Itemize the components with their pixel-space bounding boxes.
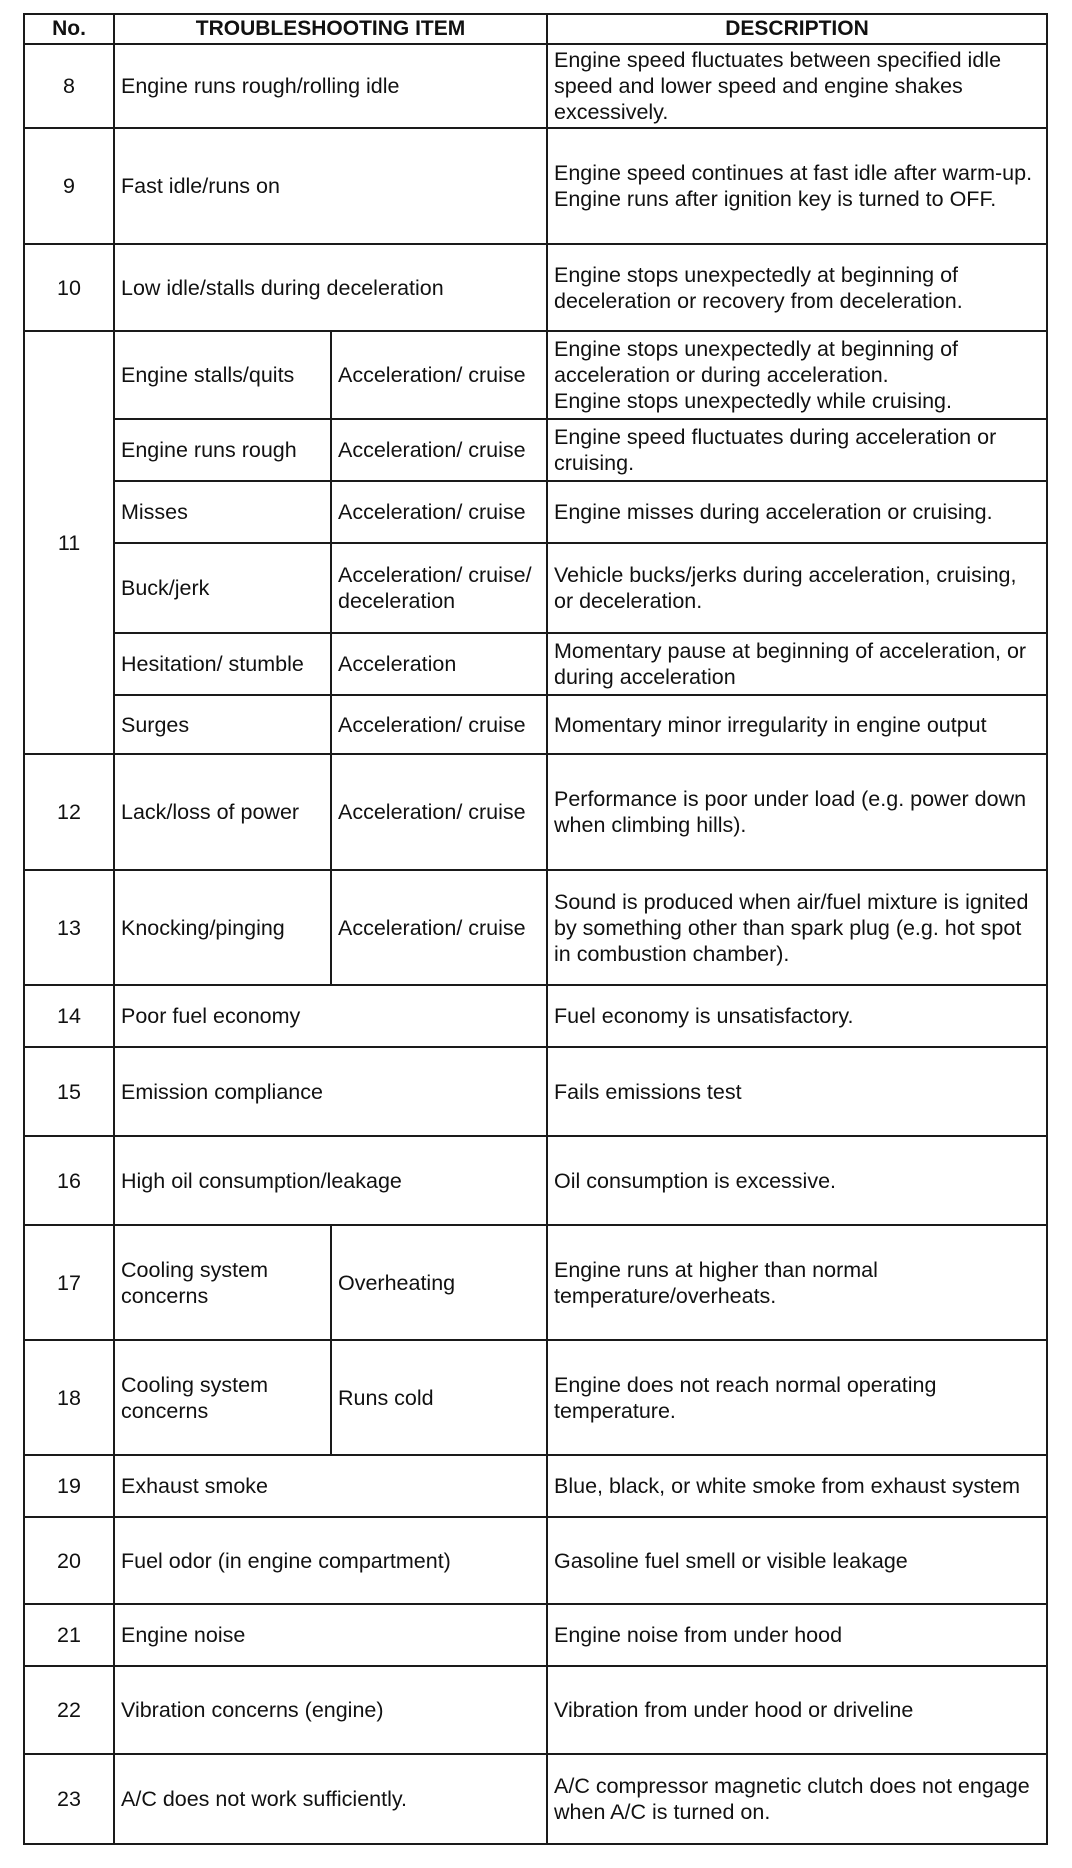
row-number: 10	[24, 244, 114, 331]
row-number: 12	[24, 754, 114, 870]
description: Oil consumption is excessive.	[547, 1136, 1047, 1225]
troubleshooting-item: Emission compliance	[114, 1047, 547, 1136]
description: Fuel economy is unsatisfactory.	[547, 985, 1047, 1047]
troubleshooting-item: Lack/loss of power	[114, 754, 331, 870]
row-number: 8	[24, 44, 114, 128]
table-row	[24, 128, 1047, 244]
troubleshooting-item: Fast idle/runs on	[114, 128, 547, 244]
table-row	[24, 754, 1047, 870]
table-row	[24, 1754, 1047, 1844]
troubleshooting-table	[23, 13, 1048, 1845]
table-row	[24, 1340, 1047, 1455]
description: Engine speed fluctuates between specified idle speed and lower speed and engine shakes excessively.	[547, 44, 1047, 128]
troubleshooting-item: Low idle/stalls during deceleration	[114, 244, 547, 331]
table-header-row	[24, 14, 1047, 44]
condition: Acceleration/ cruise	[331, 754, 547, 870]
troubleshooting-item: Engine stalls/quits	[114, 331, 331, 419]
description: Vehicle bucks/jerks during acceleration, cruising, or deceleration.	[547, 543, 1047, 633]
condition: Acceleration/ cruise	[331, 870, 547, 985]
troubleshooting-item: Cooling system concerns	[114, 1225, 331, 1340]
condition: Acceleration	[331, 633, 547, 695]
row-number: 13	[24, 870, 114, 985]
condition: Acceleration/ cruise	[331, 419, 547, 481]
row-number: 9	[24, 128, 114, 244]
condition: Acceleration/ cruise/ deceleration	[331, 543, 547, 633]
description: Momentary pause at beginning of acceleration, or during acceleration	[547, 633, 1047, 695]
row-number: 20	[24, 1517, 114, 1604]
description: Engine speed fluctuates during acceleration or cruising.	[547, 419, 1047, 481]
row-number: 11	[24, 331, 114, 754]
row-number: 21	[24, 1604, 114, 1666]
table-row	[24, 44, 1047, 128]
condition: Acceleration/ cruise	[331, 481, 547, 543]
description: Engine noise from under hood	[547, 1604, 1047, 1666]
condition: Acceleration/ cruise	[331, 695, 547, 754]
table-row	[24, 419, 1047, 481]
condition: Runs cold	[331, 1340, 547, 1455]
description: A/C compressor magnetic clutch does not engage when A/C is turned on.	[547, 1754, 1047, 1844]
row-number: 16	[24, 1136, 114, 1225]
description: Momentary minor irregularity in engine output	[547, 695, 1047, 754]
row-number: 22	[24, 1666, 114, 1754]
row-number: 14	[24, 985, 114, 1047]
row-number: 23	[24, 1754, 114, 1844]
troubleshooting-item: Engine noise	[114, 1604, 547, 1666]
row-number: 15	[24, 1047, 114, 1136]
table-row	[24, 543, 1047, 633]
troubleshooting-item: Fuel odor (in engine compartment)	[114, 1517, 547, 1604]
description	[547, 128, 1047, 244]
table-row	[24, 633, 1047, 695]
troubleshooting-item: Knocking/pinging	[114, 870, 331, 985]
row-number: 19	[24, 1455, 114, 1517]
description: Engine misses during acceleration or cruising.	[547, 481, 1047, 543]
description: Engine does not reach normal operating temperature.	[547, 1340, 1047, 1455]
table-row	[24, 1517, 1047, 1604]
description: Engine runs at higher than normal temperature/overheats.	[547, 1225, 1047, 1340]
troubleshooting-item: High oil consumption/leakage	[114, 1136, 547, 1225]
description-line: Engine stops unexpectedly at beginning of acceleration or during acceleration.	[554, 337, 959, 387]
troubleshooting-item: Poor fuel economy	[114, 985, 547, 1047]
troubleshooting-item: Hesitation/ stumble	[114, 633, 331, 695]
description: Performance is poor under load (e.g. power down when climbing hills).	[547, 754, 1047, 870]
table-row	[24, 244, 1047, 331]
header-description: DESCRIPTION	[547, 14, 1047, 44]
description: Fails emissions test	[547, 1047, 1047, 1136]
table-row	[24, 1136, 1047, 1225]
description-line: Engine runs after ignition key is turned to OFF.	[554, 187, 997, 211]
table-row	[24, 1604, 1047, 1666]
description: Engine stops unexpectedly at beginning of deceleration or recovery from deceleration.	[547, 244, 1047, 331]
description: Sound is produced when air/fuel mixture is ignited by something other than spark plug (e.g. hot spot in combustion chamber).	[547, 870, 1047, 985]
row-number: 17	[24, 1225, 114, 1340]
header-no: No.	[24, 14, 114, 44]
description-line: Engine speed continues at fast idle after warm-up.	[554, 161, 1033, 185]
troubleshooting-item: Engine runs rough	[114, 419, 331, 481]
table-row	[24, 1666, 1047, 1754]
description	[547, 331, 1047, 419]
description: Vibration from under hood or driveline	[547, 1666, 1047, 1754]
table-row	[24, 1455, 1047, 1517]
troubleshooting-item: Cooling system concerns	[114, 1340, 331, 1455]
troubleshooting-item: Exhaust smoke	[114, 1455, 547, 1517]
table-row	[24, 1225, 1047, 1340]
header-item: TROUBLESHOOTING ITEM	[114, 14, 547, 44]
table-row	[24, 985, 1047, 1047]
row-number: 18	[24, 1340, 114, 1455]
troubleshooting-item: Surges	[114, 695, 331, 754]
troubleshooting-item: Vibration concerns (engine)	[114, 1666, 547, 1754]
condition: Overheating	[331, 1225, 547, 1340]
condition: Acceleration/ cruise	[331, 331, 547, 419]
table-row	[24, 331, 1047, 419]
troubleshooting-item: Engine runs rough/rolling idle	[114, 44, 547, 128]
troubleshooting-item: Misses	[114, 481, 331, 543]
table-row	[24, 1047, 1047, 1136]
description: Gasoline fuel smell or visible leakage	[547, 1517, 1047, 1604]
table-row	[24, 870, 1047, 985]
troubleshooting-item: Buck/jerk	[114, 543, 331, 633]
troubleshooting-item: A/C does not work sufficiently.	[114, 1754, 547, 1844]
description-line: Engine stops unexpectedly while cruising.	[554, 389, 952, 413]
table-row	[24, 695, 1047, 754]
description: Blue, black, or white smoke from exhaust system	[547, 1455, 1047, 1517]
table-row	[24, 481, 1047, 543]
